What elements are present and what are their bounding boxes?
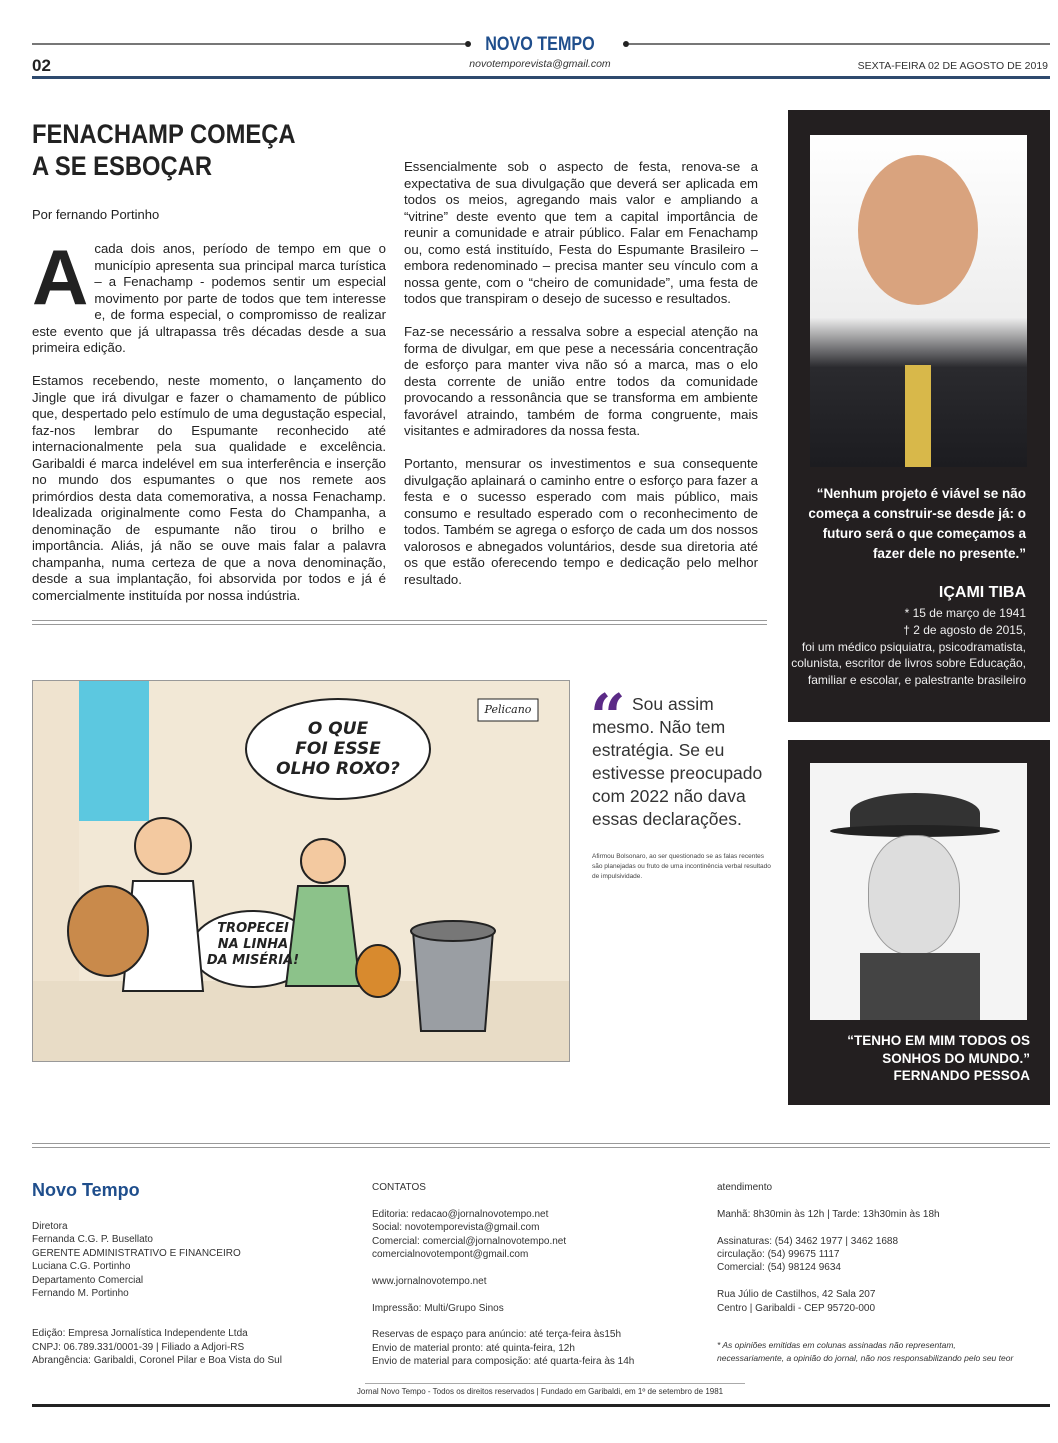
article-paragraph: Essencialmente sob o aspecto de festa, renova-se a expectativa de sua divulgação que deverá ser aplicada em todos os meios, agregando mais valor e ampliando a “vitrine” deste evento que tem a capital importância de reunir a comunidade e atrair público. Falar em Fenachamp ou, como está instituído, Festa do Espumante Brasileiro – embora redenominado – precisa manter seu vínculo com a nossa gente, com o “cheiro de comunidade”, uma festa de todos que transpiram o desejo de sucesso e resultados. xyxy=(404,159,758,306)
quote-panel-fernando-pessoa xyxy=(788,740,1050,1105)
article-paragraph: Estamos recebendo, neste momento, o lançamento do Jingle que irá divulgar e fazer o chamamento de público que, despertado pelo estímulo de uma degustação especial, faz-nos lembrar do Espumante reconhecido até internacionalmente pela sua qualidade e excelência. Garibaldi é marca indelével em sua interferência e inserção no mundo dos espumantes o que nos remete aos primórdios desta data comemorativa, a nossa Fenachamp. Idealizada originalmente como Festa do Champanha, a denominação de espumante não tirou o brilho e importância. Aliás, já não se ouve mais falar a palavra champanha, numa certeza de que a nova denominação, desde a sua implantação, foi absorvida por todos e já é comercialmente instituída por nossa indústria. xyxy=(32,373,386,603)
header-email: novotemporevista@gmail.com xyxy=(469,58,611,70)
footer-line: Fernanda C.G. P. Busellato xyxy=(32,1234,153,1246)
footer-line: Rua Júlio de Castilhos, 42 Sala 207 xyxy=(717,1289,876,1301)
footer-line: Envio de material para composição: até quarta-feira às 14h xyxy=(372,1356,635,1368)
birth-date: * 15 de março de 1941 xyxy=(904,606,1026,620)
headline-line-1: FENACHAMP COMEÇA xyxy=(32,119,296,149)
speech-bubble-answer xyxy=(198,921,308,969)
comercial-gmail-link[interactable]: comercialnovotempont@gmail.com xyxy=(372,1249,529,1261)
panel-person-name: IÇAMI TIBA xyxy=(938,584,1026,601)
footer-line: Luciana C.G. Portinho xyxy=(32,1261,131,1273)
footer-line: Manhã: 8h30min às 12h | Tarde: 13h30min às 18h xyxy=(717,1208,940,1220)
footer-line: CNPJ: 06.789.331/0001-39 | Filiado a Adjori-RS xyxy=(32,1341,245,1353)
disclaimer-line: * As opiniões emitidas em colunas assinadas não representam, xyxy=(717,1340,956,1350)
issue-date: SEXTA-FEIRA 02 DE AGOSTO DE 2019 xyxy=(857,60,1048,72)
speech-bubble-question xyxy=(263,719,413,779)
footer-contacts xyxy=(372,1181,702,1369)
footer-line: Comercial: (54) 98124 9634 xyxy=(717,1262,841,1274)
panel-bio xyxy=(786,605,1026,689)
quote-mark-icon: “ xyxy=(590,680,626,753)
copyright-notice: Jornal Novo Tempo - Todos os direitos reservados | Fundado em Garibaldi, em 1º de setembro de 1981 xyxy=(356,1387,724,1396)
footer-line: Centro | Garibaldi - CEP 95720-000 xyxy=(717,1302,876,1314)
bubble-line: OLHO ROXO? xyxy=(276,759,400,779)
article-paragraph: Faz-se necessário a ressalva sobre a especial atenção na forma de divulgar, em que pese a necessária concentração de esforço para manter viva não só a marca, mas o elo desta corrente de união entre todos da comunidade provocando a ressonância que se transforma em ambiente favorável atraindo, também de forma congruente, mais visitantes e admiradores da nossa festa. xyxy=(404,324,758,438)
pull-quote-caption: Afirmou Bolsonaro, ao ser questionado se as falas recentes são planejadas ou fruto de uma incontinência verbal resultado de impulsividade. xyxy=(592,853,771,880)
website-link[interactable]: www.jornalnovotempo.net xyxy=(372,1275,487,1287)
article-column-2 xyxy=(404,159,758,605)
editorial-cartoon xyxy=(32,680,570,1062)
header-dot-left xyxy=(465,41,471,47)
footer-divider xyxy=(32,1143,1050,1148)
footer-line: Diretora xyxy=(32,1221,68,1232)
drop-cap: A xyxy=(32,233,89,321)
portrait-photo xyxy=(810,135,1027,467)
bubble-line: O QUE xyxy=(307,719,369,739)
footer-line: Envio de material pronto: até quinta-feira, 12h xyxy=(372,1342,575,1354)
headline-line-2: A SE ESBOÇAR xyxy=(32,151,212,181)
article-paragraph: Portanto, mensurar os investimentos e sua consequente divulgação aplainará o caminho entre o esforço para fazer a festa e o sucesso esperado com mais público, mais consumo e resultado esperado com o reconhecimento de todos. Também se agrega o esforço de cada um dos nossos valorosos e abnegados voluntários, desde sua diretoria até os que estão oferecendo tempo e dedicação pelo melhor resultado. xyxy=(404,456,758,587)
editoria-email-link[interactable]: Editoria: redacao@jornalnovotempo.net xyxy=(372,1208,549,1220)
bio-text: foi um médico psiquiatra, psicodramatista, colunista, escritor de livros sobre Educação, familiar e escolar, e palestrante brasileiro xyxy=(791,639,1026,688)
bubble-line: NA LINHA xyxy=(217,937,289,952)
pull-quote-text: Sou assim mesmo. Não tem estratégia. Se eu estivesse preocupado com 2022 não dava essas declarações. xyxy=(592,694,763,829)
article-headline xyxy=(32,118,296,182)
panel-person-name: FERNANDO PESSOA xyxy=(893,1068,1030,1083)
article-column-1 xyxy=(32,233,386,621)
footer-line: circulação: (54) 99675 1117 xyxy=(717,1249,840,1260)
footer-line: Assinaturas: (54) 3462 1977 | 3462 1688 xyxy=(717,1235,899,1247)
panel-quote: “Nenhum projeto é viável se não começa a construir-se desde já: o futuro será o que começamos a fazer dele no presente.” xyxy=(808,486,1026,561)
header-divider xyxy=(32,76,1050,79)
footer-service xyxy=(717,1181,1047,1315)
footer-line: CONTATOS xyxy=(372,1182,426,1193)
cartoonist-signature: Pelicano xyxy=(484,703,532,716)
quote-panel-icami-tiba xyxy=(788,110,1050,722)
bubble-line: FOI ESSE xyxy=(295,739,381,759)
page-bottom-rule xyxy=(32,1404,1050,1407)
footer-line: Departamento Comercial xyxy=(32,1274,144,1286)
footer-line: Abrangência: Garibaldi, Coronel Pilar e Boa Vista do Sul xyxy=(32,1355,282,1367)
panel-quote: “TENHO EM MIM TODOS OS SONHOS DO MUNDO.” xyxy=(847,1033,1030,1066)
pull-quote xyxy=(590,680,772,831)
footer-line: atendimento xyxy=(717,1182,773,1193)
bubble-line: DA MISÉRIA! xyxy=(206,953,300,968)
death-date: † 2 de agosto de 2015, xyxy=(903,622,1026,637)
footer-brand: Novo Tempo xyxy=(32,1180,140,1200)
copyright-rule xyxy=(365,1383,745,1384)
header-rule-left xyxy=(32,43,465,45)
footer-line: Impressão: Multi/Grupo Sinos xyxy=(372,1302,504,1314)
masthead-brand: NOVO TEMPO xyxy=(485,34,595,55)
footer-line: Reservas de espaço para anúncio: até terça-feira às15h xyxy=(372,1329,622,1341)
footer-line: Fernando M. Portinho xyxy=(32,1288,129,1300)
social-email-link[interactable]: Social: novotemporevista@gmail.com xyxy=(372,1222,540,1234)
article-byline: Por fernando Portinho xyxy=(32,207,160,222)
disclaimer-line: necessariamente, a opinião do jornal, não nos responsabilizando pelo seu teor xyxy=(717,1353,1014,1364)
footer-line: Edição: Empresa Jornalística Independente Ltda xyxy=(32,1328,248,1340)
portrait-sketch xyxy=(810,763,1027,1020)
bubble-line: TROPECEI xyxy=(217,921,289,936)
section-divider xyxy=(32,620,767,625)
footer-disclaimer xyxy=(717,1339,1047,1366)
page-number: 02 xyxy=(32,56,51,75)
header-rule-right xyxy=(629,43,1050,45)
comercial-email-link[interactable]: Comercial: comercial@jornalnovotempo.net xyxy=(372,1235,567,1247)
article-paragraph: cada dois anos, período de tempo em que o município apresenta sua principal marca turística – a Fenachamp - podemos sentir um especial movimento por parte de todos que tem interesse e, de forma especial, o compromisso de realizar este evento que já ultrapassa três décadas desde a sua primeira edição. xyxy=(32,241,386,355)
footer-staff xyxy=(32,1220,362,1367)
footer-line: GERENTE ADMINISTRATIVO E FINANCEIRO xyxy=(32,1247,241,1259)
